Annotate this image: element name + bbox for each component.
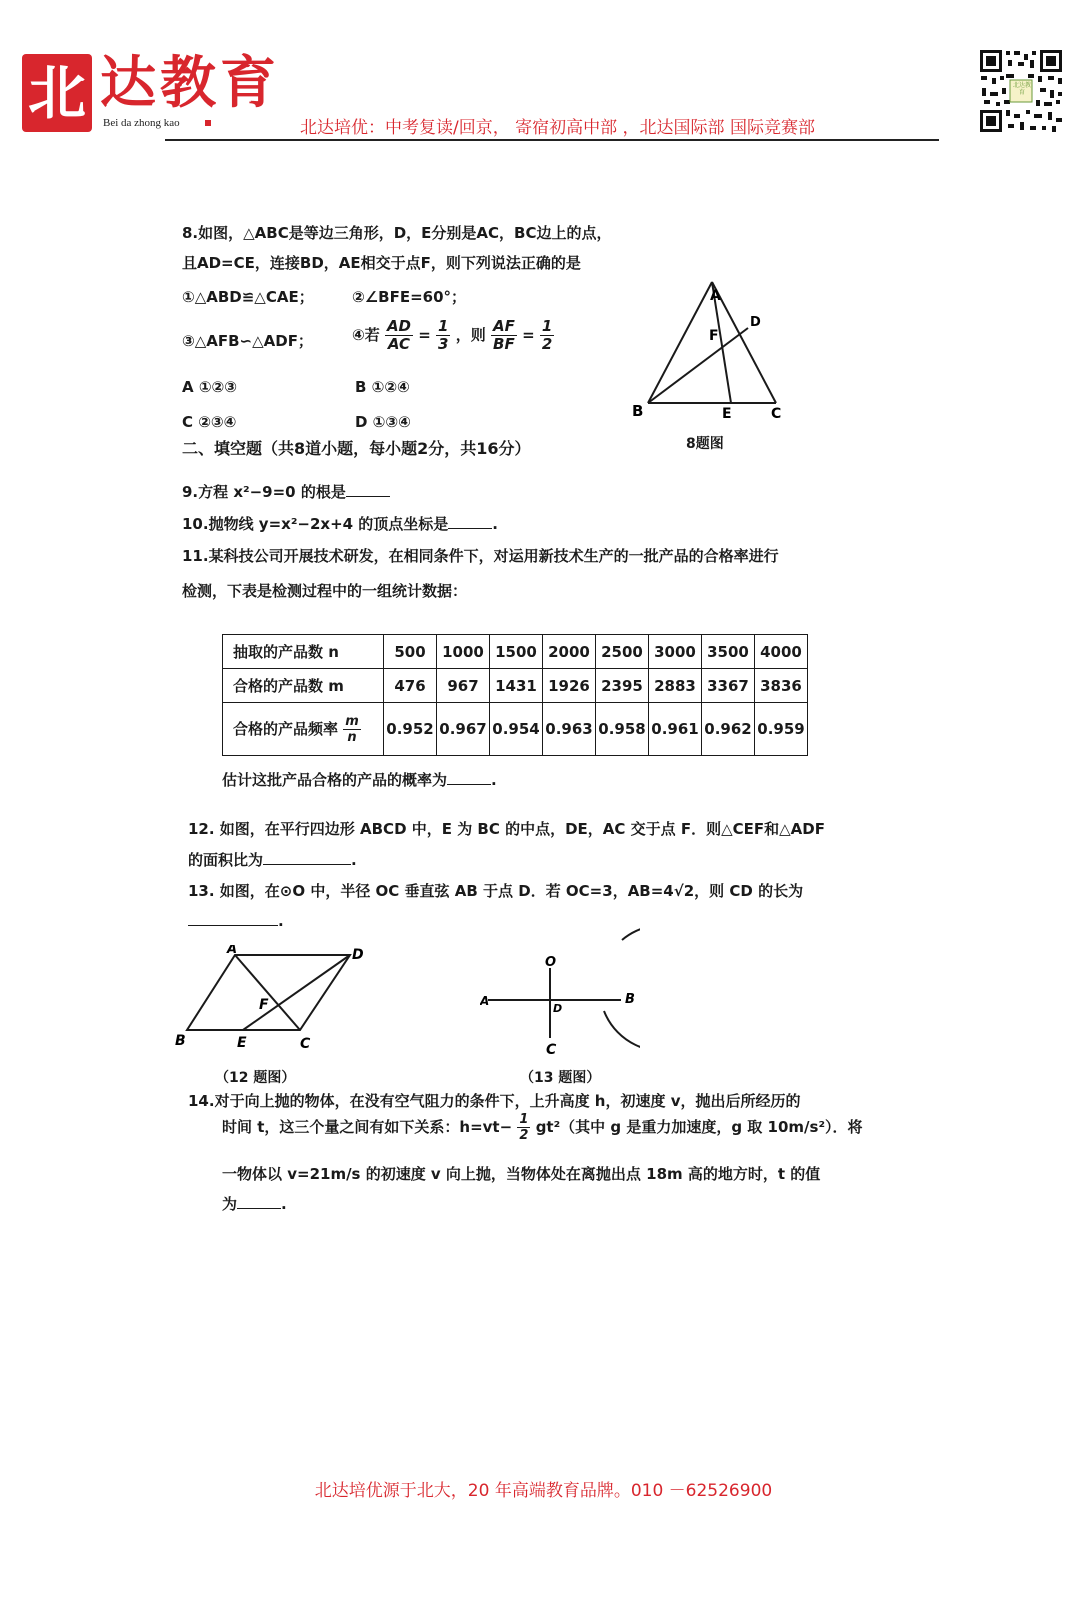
label-d: D [352, 947, 364, 963]
table-cell: 0.962 [702, 703, 755, 756]
q8-option-c: C ②③④ [182, 413, 237, 431]
q11-question-text: 估计这批产品合格的产品的概率为 [222, 771, 448, 789]
frac-den: BF [493, 335, 515, 353]
q11-stats-table [222, 634, 808, 756]
table-cell: 0.967 [437, 703, 490, 756]
table-cell: 0.961 [649, 703, 702, 756]
table-row-frequency [223, 703, 808, 756]
q9-answer-blank [346, 496, 390, 497]
table-cell: 500 [384, 635, 437, 669]
q8-s4-prefix: ④若 [352, 326, 380, 344]
q12-line2: 的面积比为 . [188, 851, 357, 869]
table-cell: 0.958 [596, 703, 649, 756]
header-rule [165, 139, 939, 141]
section-2-title: 二、填空题（共8道小题，每小题2分，共16分） [182, 439, 531, 458]
q13-blank-line: . [188, 912, 284, 930]
table-cell: 4000 [755, 635, 808, 669]
q12-answer-blank [263, 864, 351, 865]
logo-subtitle: Bei da zhong kao [103, 117, 180, 129]
q8-s4-mid: ，则 [455, 326, 486, 344]
table-cell: 1000 [437, 635, 490, 669]
q8-line2: 且AD=CE，连接BD，AE相交于点F，则下列说法正确的是 [182, 254, 581, 272]
logo-mark [22, 54, 92, 132]
frac-m-n [343, 714, 361, 745]
q11-answer-blank [447, 784, 491, 785]
label-d: D [553, 1002, 563, 1015]
q14-line3: 一物体以 v=21m/s 的初速度 v 向上抛，当物体处在离抛出点 18m 高的地方时，t 的值 [222, 1165, 821, 1183]
q14-line2-pre: 时间 t，这三个量之间有如下关系：h=vt− [222, 1118, 513, 1136]
label-f: F [259, 997, 269, 1013]
label-b: B [175, 1033, 186, 1049]
q8-statement-1: ①△ABD≌△CAE； [182, 288, 314, 306]
frac-den: 2 [519, 1128, 529, 1143]
logo-char: 北 [27, 59, 86, 127]
table-cell: 3000 [649, 635, 702, 669]
label-c: C [546, 1042, 557, 1058]
table-cell: 3836 [755, 669, 808, 703]
q8-statement-2: ②∠BFE=60°； [352, 288, 467, 306]
table-cell: 967 [437, 669, 490, 703]
equals-sign: = [522, 326, 535, 344]
q14-fraction-half [517, 1112, 530, 1143]
q10-text: 10.抛物线 y=x²−2x+4 的顶点坐标是 [182, 515, 449, 533]
row-header: 合格的产品数 m [223, 669, 384, 703]
q8-fraction-1-2 [540, 318, 554, 353]
frac-den: 2 [541, 335, 553, 353]
q8-statement-4 [352, 318, 554, 353]
q14-line2 [222, 1112, 863, 1143]
table-cell: 2395 [596, 669, 649, 703]
table-cell: 0.952 [384, 703, 437, 756]
logo-text: 达教育 [100, 50, 280, 116]
label-c: C [300, 1036, 311, 1052]
q8-fraction-1-3 [436, 318, 450, 353]
label-a: A [480, 994, 490, 1008]
label-e: E [237, 1035, 247, 1051]
table-cell: 2000 [543, 635, 596, 669]
frac-num: 1 [438, 317, 449, 335]
qr-caption: 北达教育 [1012, 82, 1031, 96]
table-row-m [223, 669, 808, 703]
table-cell: 2883 [649, 669, 702, 703]
q14-answer-blank [237, 1208, 281, 1209]
label-b: B [625, 992, 635, 1007]
q13-line1: 13. 如图，在⊙O 中，半径 OC 垂直弦 AB 于点 D．若 OC=3，AB=4√2，则 CD 的长为 [188, 882, 804, 900]
q13-figure-caption: （13 题图） [520, 1070, 601, 1086]
q8-option-b: B ①②④ [355, 378, 410, 396]
label-c: C [771, 406, 782, 422]
table-cell: 3500 [702, 635, 755, 669]
q10-answer-blank [448, 528, 492, 529]
q11-question: 估计这批产品合格的产品的概率为 . [222, 771, 497, 789]
q8-fraction-af-bf [491, 318, 517, 353]
q10: 10.抛物线 y=x²−2x+4 的顶点坐标是 . [182, 515, 498, 533]
q8-triangle-figure [630, 270, 800, 430]
header-tagline: 北达培优：中考复读/回京， 寄宿初高中部 ，北达国际部 国际竞赛部 [300, 118, 815, 138]
frac-num: m [345, 713, 359, 729]
q12-line1: 12. 如图，在平行四边形 ABCD 中，E 为 BC 的中点，DE，AC 交于点 F．则△CEF和△ADF [188, 820, 825, 838]
table-cell: 0.963 [543, 703, 596, 756]
table-cell: 2500 [596, 635, 649, 669]
label-d: D [750, 315, 761, 330]
q8-option-d: D ①③④ [355, 413, 411, 431]
q9 [182, 481, 390, 502]
q9-text: 9.方程 x²−9=0 的根是 [182, 483, 346, 501]
q11-line2: 检测，下表是检测过程中的一组统计数据： [182, 582, 468, 600]
label-a: A [227, 945, 238, 957]
row-header: 抽取的产品数 n [223, 635, 384, 669]
q11-line1: 11.某科技公司开展技术研发，在相同条件下，对运用新技术生产的一批产品的合格率进行 [182, 547, 779, 565]
label-e: E [722, 406, 732, 422]
table-row-n [223, 635, 808, 669]
table-cell: 1926 [543, 669, 596, 703]
q13-circle-figure [480, 900, 640, 1060]
q8-line1: 8.如图，△ABC是等边三角形，D，E分别是AC，BC边上的点， [182, 224, 612, 242]
circle-o [604, 925, 640, 1051]
q14-line1: 14.对于向上抛的物体，在没有空气阻力的条件下，上升高度 h，初速度 v，抛出后所经历的 [188, 1092, 801, 1110]
q13-answer-blank [188, 925, 278, 926]
q8-statement-3: ③△AFB∽△ADF； [182, 332, 313, 350]
table-cell: 1500 [490, 635, 543, 669]
q8-fraction-ad-ac [385, 318, 413, 353]
frac-num: AF [492, 317, 515, 335]
row-header-text: 合格的产品频率 [233, 719, 339, 738]
segment-ac [235, 955, 300, 1030]
row-header [223, 703, 384, 756]
q12-figure-caption: （12 题图） [215, 1070, 296, 1086]
footer-text: 北达培优源于北大，20 年高端教育品牌。010 －62526900 [314, 1481, 773, 1501]
q12-parallelogram-figure [175, 945, 375, 1065]
equals-sign: = [418, 326, 431, 344]
frac-den: 3 [438, 335, 449, 353]
table-cell: 0.959 [755, 703, 808, 756]
side-ab [648, 282, 712, 403]
table-cell: 0.954 [490, 703, 543, 756]
frac-den: n [347, 729, 357, 745]
frac-num: AD [386, 317, 411, 335]
q14-line4-text: 为 [222, 1195, 238, 1213]
table-cell: 3367 [702, 669, 755, 703]
q14-line4: 为 . [222, 1195, 287, 1213]
q8-option-a: A ①②③ [182, 378, 237, 396]
q14-line2-post: gt²（其中 g 是重力加速度，g 取 10m/s²）．将 [535, 1118, 863, 1136]
label-a: A [710, 288, 721, 304]
label-b: B [632, 402, 644, 420]
q8-figure-caption: 8题图 [686, 436, 724, 452]
frac-num: 1 [519, 1112, 529, 1127]
table-cell: 1431 [490, 669, 543, 703]
segment-bd [648, 328, 748, 403]
frac-den: AC [387, 335, 411, 353]
logo-dot [205, 120, 211, 126]
frac-num: 1 [541, 317, 553, 335]
q12-line2-text: 的面积比为 [188, 851, 264, 869]
segment-de [243, 955, 350, 1030]
table-cell: 476 [384, 669, 437, 703]
label-o: O [545, 955, 557, 970]
label-f: F [709, 328, 719, 344]
